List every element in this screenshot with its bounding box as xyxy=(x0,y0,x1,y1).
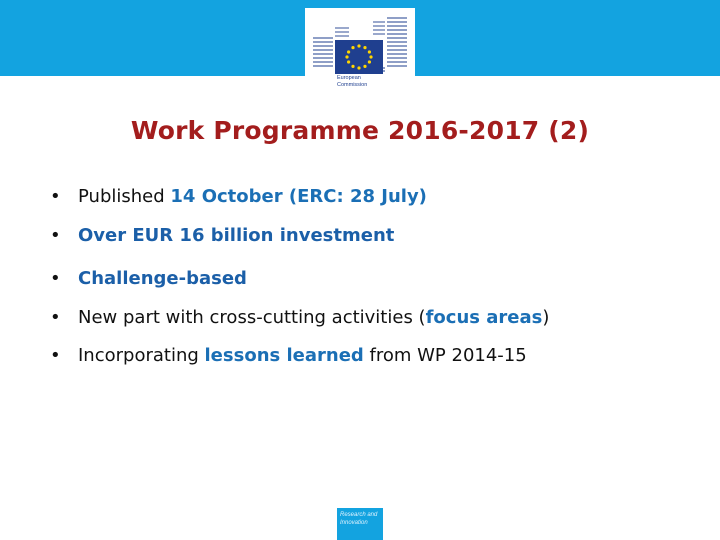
bullet-dot-icon: • xyxy=(50,307,61,328)
bullet-text-end: from WP 2014-15 xyxy=(363,345,527,366)
bullet-dot-icon: • xyxy=(50,345,61,366)
bullet-dot-icon: • xyxy=(50,225,61,246)
bullet-item xyxy=(50,268,247,289)
bullet-highlight: lessons learned xyxy=(204,345,364,366)
research-innovation-logo xyxy=(337,508,383,540)
bullet-text: New part with cross-cutting activities ( xyxy=(78,307,426,328)
bullet-dot-icon: • xyxy=(50,186,61,207)
ec-logo xyxy=(305,8,415,100)
slide-title: Work Programme 2016-2017 (2) xyxy=(130,116,590,145)
logo-line-1: European xyxy=(337,75,361,81)
footer-logo-line-1: Research and xyxy=(340,512,378,518)
bullet-text: Incorporating xyxy=(78,345,205,366)
logo-line-2: Commission xyxy=(337,81,368,88)
bullet-item xyxy=(50,186,427,207)
bullet-text-end: ) xyxy=(542,307,550,328)
bullet-highlight: 14 October (ERC: 28 July) xyxy=(170,186,427,207)
bullet-item xyxy=(50,307,549,328)
bullet-dot-icon: • xyxy=(50,268,61,289)
bullet-highlight: Over EUR 16 billion investment xyxy=(78,225,395,246)
footer-logo-line-2: Innovation xyxy=(340,520,368,526)
ec-logo-text xyxy=(337,75,367,88)
bullet-highlight: Challenge-based xyxy=(78,268,247,289)
bullet-item xyxy=(50,225,394,246)
bullet-item xyxy=(50,345,527,366)
bullet-text: Published xyxy=(78,186,171,207)
bullet-highlight: focus areas xyxy=(425,307,543,328)
